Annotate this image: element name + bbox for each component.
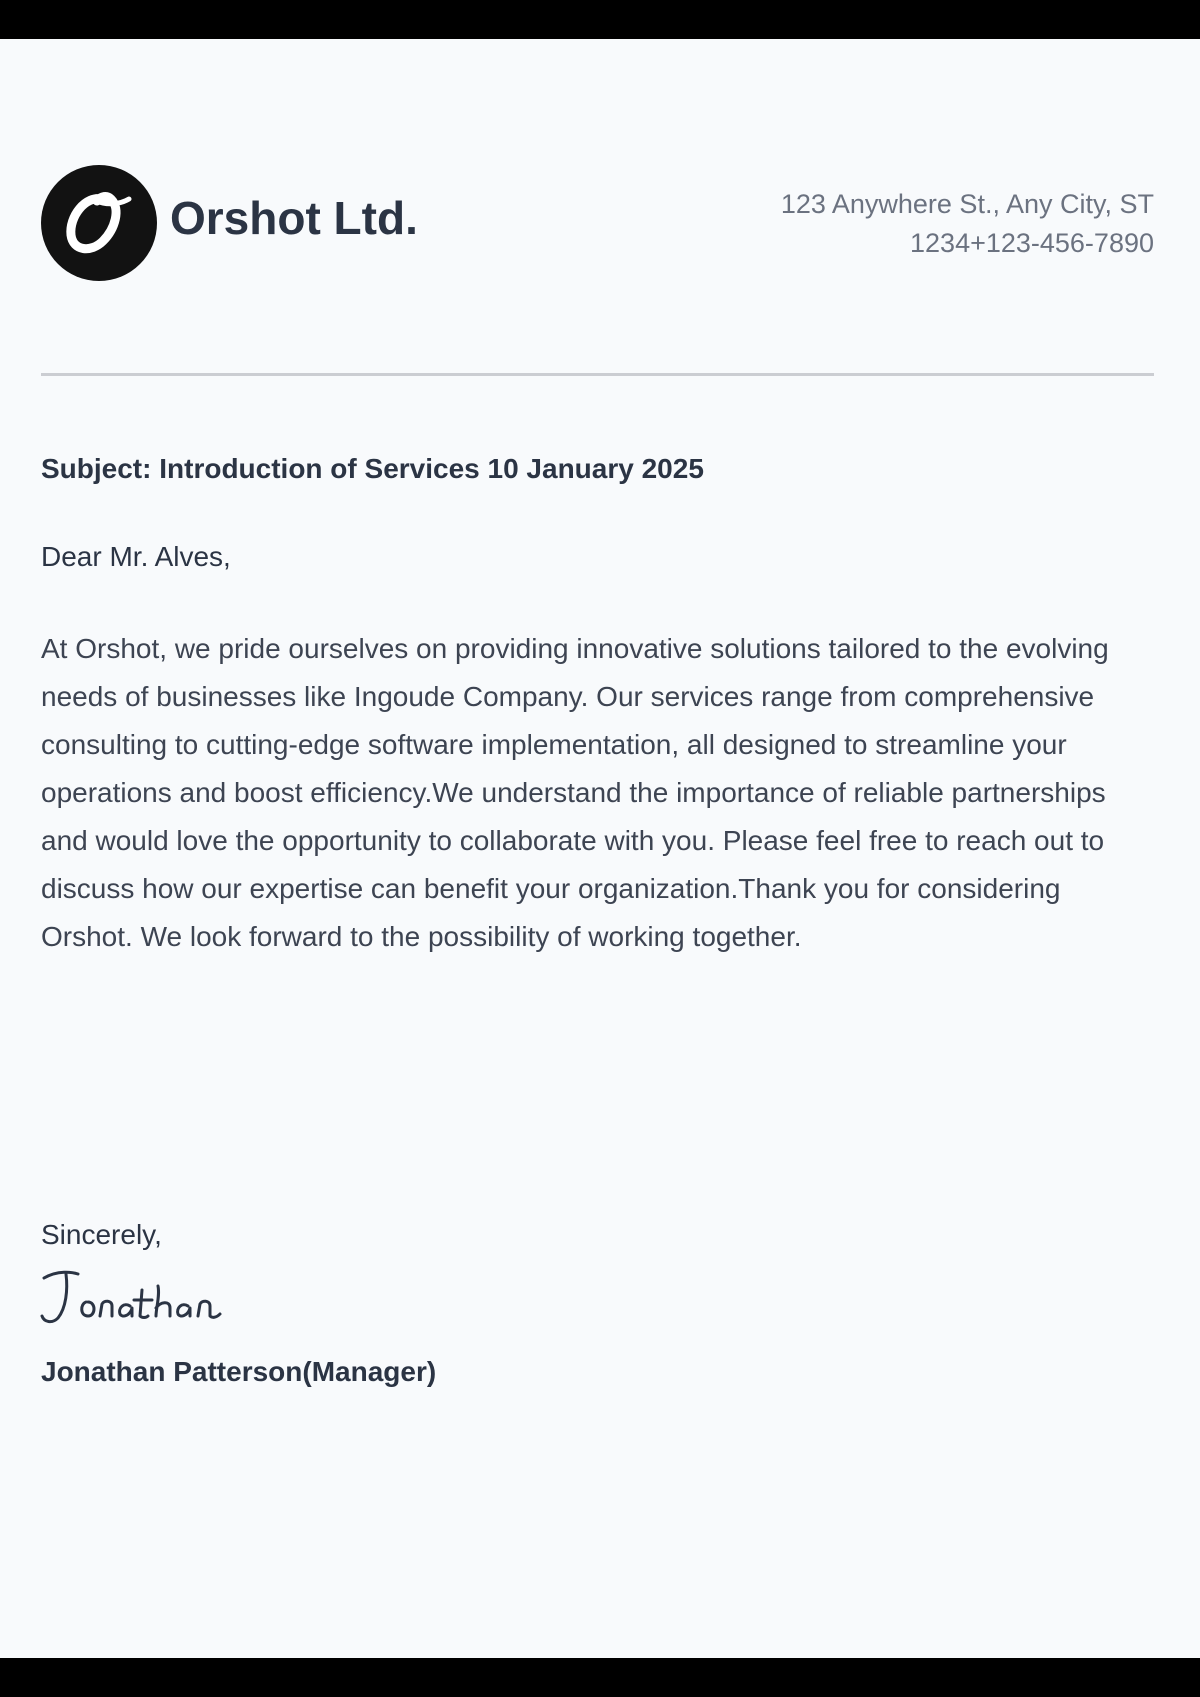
address-line-phone: 1234+123-456-7890	[910, 228, 1154, 258]
letter-salutation: Dear Mr. Alves,	[41, 541, 231, 572]
company-address	[781, 185, 1154, 263]
letter-page	[0, 39, 1200, 1658]
letter-closing: Sincerely,	[41, 1219, 162, 1250]
company-name: Orshot Ltd.	[170, 192, 418, 244]
letter-body: At Orshot, we pride ourselves on providing innovative solutions tailored to the evolving needs of businesses like Ingoude Company. Our services range from comprehensive consulting to cutting-edge software implementation, all designed to streamline your operations and boost efficiency.We understand the importance of reliable partnerships and would love the opportunity to collaborate with you. Please feel free to reach out to discuss how our expertise can benefit your organization.Thank you for considering Orshot. We look forward to the possibility of working together.	[41, 633, 1109, 952]
header-divider	[41, 373, 1154, 376]
signer-name: Jonathan Patterson(Manager)	[41, 1356, 437, 1387]
letter-subject: Subject: Introduction of Services 10 January 2025	[41, 453, 704, 484]
address-line-street: 123 Anywhere St., Any City, ST	[780, 189, 1154, 219]
bottom-frame-bar	[0, 1658, 1200, 1697]
handwritten-signature	[38, 1264, 248, 1339]
top-frame-bar	[0, 0, 1200, 39]
company-logo-icon	[41, 165, 157, 281]
signature-graphic	[38, 1264, 248, 1334]
script-letter-o-logo-icon	[41, 165, 157, 281]
